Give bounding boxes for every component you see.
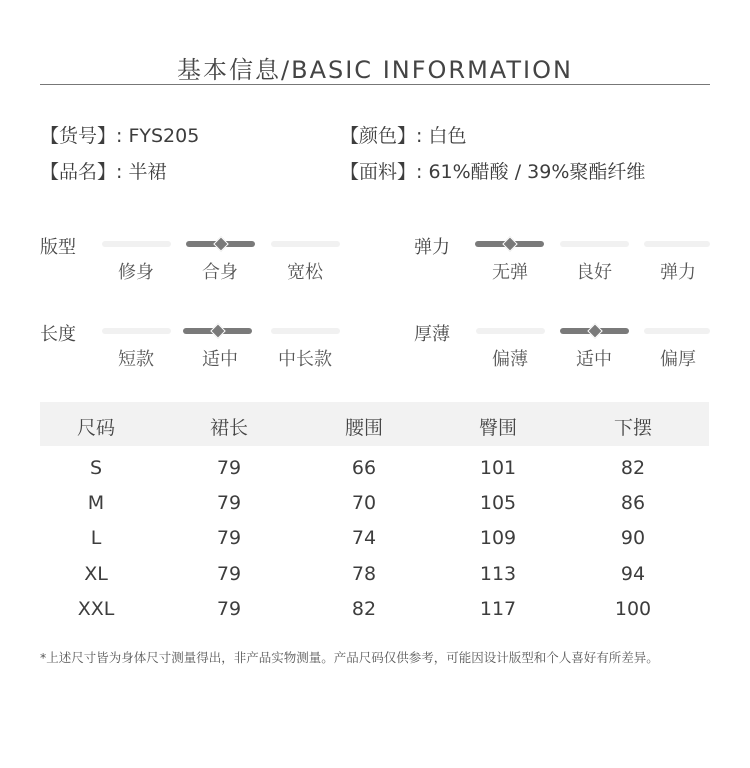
attr-label-fit: 版型 xyxy=(40,237,76,258)
table-cell: 82 xyxy=(620,457,646,479)
fit-track-selected xyxy=(186,241,255,247)
table-cell: L xyxy=(90,527,102,549)
selected-marker-icon xyxy=(587,323,603,339)
table-cell: 113 xyxy=(479,563,517,585)
table-cell: 74 xyxy=(351,527,377,549)
fit-track-1 xyxy=(102,241,171,247)
table-cell: 94 xyxy=(620,563,646,585)
table-cell: 105 xyxy=(479,492,517,514)
table-cell: 79 xyxy=(216,492,242,514)
fabric-info: 【面料】: 61%醋酸 / 39%聚酯纤维 xyxy=(340,161,646,183)
table-cell: M xyxy=(87,492,105,514)
stretch-option: 弹力 xyxy=(660,262,696,283)
column-header-waist: 腰围 xyxy=(344,417,383,439)
fit-option: 宽松 xyxy=(287,262,323,283)
length-option: 短款 xyxy=(118,349,154,370)
fit-option: 合身 xyxy=(202,262,238,283)
thickness-option: 偏厚 xyxy=(660,349,696,370)
table-cell: S xyxy=(89,457,103,479)
selected-marker-icon xyxy=(210,323,226,339)
table-cell: XXL xyxy=(77,598,115,620)
column-header-hip: 臀围 xyxy=(478,417,517,439)
color-info: 【颜色】: 白色 xyxy=(340,125,467,147)
column-header-skirt-length: 裙长 xyxy=(209,417,248,439)
column-header-size: 尺码 xyxy=(76,417,115,439)
footnote: *上述尺寸皆为身体尺寸测量得出，非产品实物测量。产品尺码仅供参考，可能因设计版型和个人喜好有所差异。 xyxy=(40,650,659,665)
table-cell: 79 xyxy=(216,598,242,620)
table-cell: 86 xyxy=(620,492,646,514)
title-divider xyxy=(40,84,710,85)
length-option: 适中 xyxy=(202,349,238,370)
attr-label-thickness: 厚薄 xyxy=(414,324,450,345)
table-cell: 109 xyxy=(479,527,517,549)
table-cell: 79 xyxy=(216,563,242,585)
product-name: 【品名】: 半裙 xyxy=(40,161,167,183)
column-header-hem: 下摆 xyxy=(613,417,652,439)
length-track-1 xyxy=(102,328,171,334)
length-track-3 xyxy=(271,328,340,334)
thickness-track-selected xyxy=(560,328,629,334)
table-cell: 117 xyxy=(479,598,517,620)
table-cell: 78 xyxy=(351,563,377,585)
thickness-track-1 xyxy=(476,328,545,334)
table-cell: XL xyxy=(84,563,108,585)
attr-label-length: 长度 xyxy=(40,324,76,345)
table-cell: 66 xyxy=(351,457,377,479)
thickness-track-3 xyxy=(644,328,710,334)
fit-track-3 xyxy=(271,241,340,247)
stretch-track-3 xyxy=(644,241,710,247)
stretch-track-selected xyxy=(475,241,544,247)
table-cell: 70 xyxy=(351,492,377,514)
length-option: 中长款 xyxy=(278,349,332,370)
thickness-option: 偏薄 xyxy=(492,349,528,370)
table-cell: 101 xyxy=(479,457,517,479)
page-title: 基本信息/BASIC INFORMATION xyxy=(177,56,573,84)
table-cell: 100 xyxy=(614,598,652,620)
table-cell: 82 xyxy=(351,598,377,620)
table-cell: 79 xyxy=(216,457,242,479)
stretch-track-2 xyxy=(560,241,629,247)
stretch-option: 良好 xyxy=(576,262,612,283)
length-track-selected xyxy=(183,328,252,334)
table-cell: 79 xyxy=(216,527,242,549)
thickness-option: 适中 xyxy=(576,349,612,370)
table-cell: 90 xyxy=(620,527,646,549)
fit-option: 修身 xyxy=(118,262,154,283)
selected-marker-icon xyxy=(213,236,229,252)
item-number: 【货号】: FYS205 xyxy=(40,125,200,147)
selected-marker-icon xyxy=(502,236,518,252)
stretch-option: 无弹 xyxy=(492,262,528,283)
attr-label-stretch: 弹力 xyxy=(414,237,450,258)
